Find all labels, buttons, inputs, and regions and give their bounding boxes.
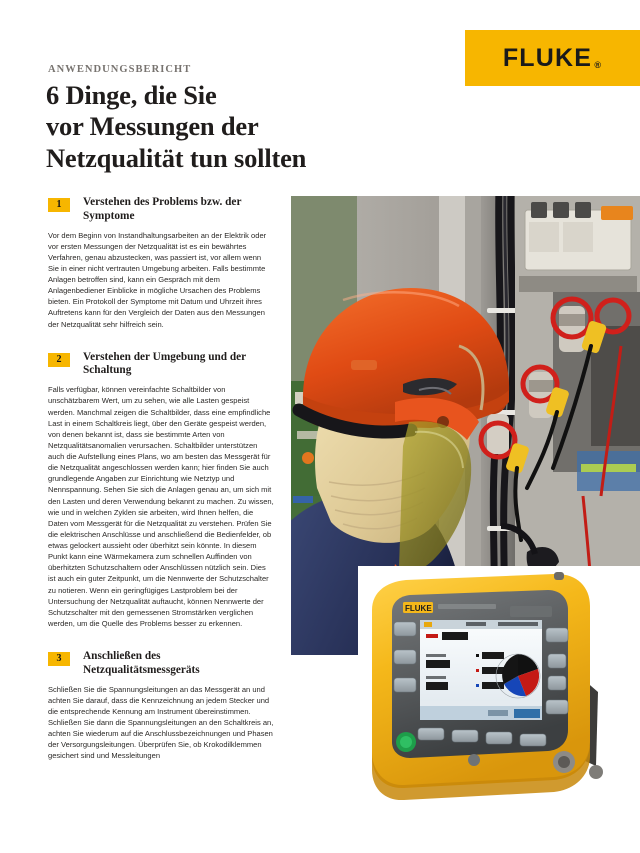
section-1-title: Verstehen des Problems bzw. der Symptome [83,196,242,222]
section-2-number-badge: 2 [48,353,70,367]
registered-trademark-mark: ® [594,59,603,70]
fluke-wordmark [502,43,603,72]
article-body-column [48,196,274,771]
meter-illustration [358,566,640,816]
section-2-title: Verstehen der Umgebung und der Schaltung [83,350,246,377]
section-1-body: Vor dem Beginn von Instandhaltungsarbeiten an der Elektrik oder vor ersten Messungen der Netzqualität ist es ein bewährtes Verfahren, genau abzustecken, was passiert ist, vor allem wenn Sie in einer nicht vertrauten Umgebung arbeiten. Falls bestimmte Anlagen betroffen sind, kann ein Gespräch mit dem Anlagenbediener Einblicke in mögliche Ursachen des Problems bieten. Ein Protokoll der Symptome mit Datum und Uhrzeit ihres Auftretens kann für den Vergleich der Daten aus den Messungen der Netzqualität sehr hilfreich sein. [48,230,267,329]
page-title-line-1: 6 Dinge, die Sie [46,80,217,110]
section-2 [48,351,274,629]
meter-indicator [468,754,480,766]
section-3-title: Anschließen des Netzqualitätsmessgeräts [83,650,200,676]
section-2-body: Falls verfügbar, können vereinfachte Schaltbilder von unschätzbarem Wert, um zu sehen, wie alle Lasten gespeist werden. Manchmal zeigen die Schaltbilder, dass eine empfindliche Last in einem Schaltkreis liegt, über den Geräte gespeist werden, von denen bekannt ist, dass sie bestimmte Arten von Netzqualitätsanomalien verursachen. Schaltbilder unterstützen auch die Aufstellung eines Plans, wo am besten das Messgerät für die Netzqualität angeschlossen werden kann; hier finden Sie auch grundlegende Angaben zur Einrichtung wie Netztyp und Nennspannung. Sehen Sie sich die Anlagen genau an, um sich mit den Lasten und deren Verwendung bekannt zu machen. Zu wissen, wie und in welchen Zyklen sie arbeiten, wird Ihnen helfen, die Daten vom Messgerät für die Netzqualität zu verstehen. Prüfen Sie die elektrischen Anschlüsse und anschließend die Bedienfelder, ob etwas gelockert aussieht oder überhitzt sein könnte. In diesem Punkt kann eine Wärmekamera zum schnellen Auffinden von überhitzten Schutzschaltern oder Anschlüssen nützlich sein. Dies ist auch ein guter Zeitpunkt, um die Nennwerte der Schutzschalter zu notieren. Wenn ein geringfügiges Lastproblem bei der Untersuchung der Netzqualität auftaucht, können Nennwerte der Schutzschalter mit den gemessenen Stromstärken verglichen werden, um die Quelle des Problems besser zu erkennen. [48,385,274,628]
section-spacer-2 [48,639,274,650]
fluke-wordmark-text: FLUKE [502,43,593,72]
section-1-number-badge: 1 [48,198,70,212]
meter-port-right [589,765,603,779]
section-1 [48,196,274,330]
meter-brand-tag [403,602,433,613]
document-kicker: ANWENDUNGSBERICHT [48,64,192,75]
page-title-line-3: Netzqualität tun sollten [46,142,307,173]
section-3-heading [48,650,274,678]
section-spacer-1 [48,340,274,351]
page-title [46,80,346,174]
section-2-heading [48,351,274,379]
meter-phasor-diagram [496,654,540,698]
section-3-body: Schließen Sie die Spannungsleitungen an das Messgerät an und achten Sie darauf, dass die Kennzeichnung an jedem Stecker und die entsprechende Kennung am Instrument übereinstimmen. Schließen Sie dann die Spannungsleitungen an den Schaltkreis an, achten Sie wiederum auf die Anschlussbezeichnungen und Phasen der Versorgungsleitungen. Überprüfen Sie, ob Krokodilklemmen gesichert sind und Messleitungen [48,684,274,761]
page-title-line-2: vor Messungen der [46,111,259,142]
section-3-number-badge: 3 [48,652,70,666]
meter-side-buttons-left[interactable] [394,622,416,692]
svg-text:FLUKE: FLUKE [405,604,432,613]
section-1-heading [48,196,274,224]
product-photograph-meter [358,566,640,816]
section-3 [48,650,274,761]
fluke-logo [465,30,640,86]
